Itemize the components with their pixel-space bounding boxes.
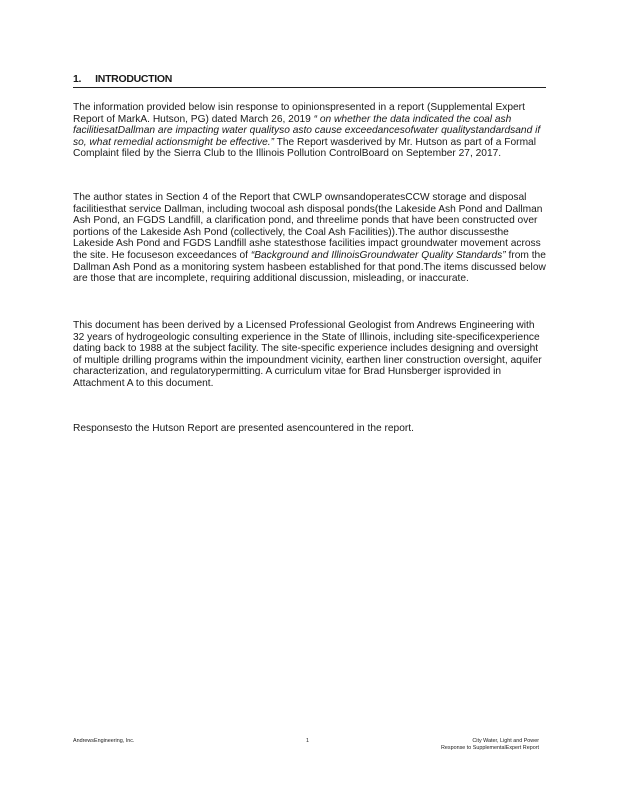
intro-paragraph-1 [73, 102, 547, 160]
p2-text-c: from the Dallman Ash Pond as a monitoring system hasbeen established for that pond.The items discussed below are those that are incomplete, requiring additional discussion, misleading, or inaccurate. [73, 249, 546, 285]
footer-report-title [441, 738, 539, 752]
intro-paragraph-4 [73, 423, 547, 435]
footer-page-number: 1 [306, 738, 309, 744]
p1-quote: “ on whether the data indicated the coal ash facilitiesatDallman are impacting water qualityso asto cause exceedancesofwater qualitystandardsand if so, what remedial actionsmight be effective.” [73, 113, 541, 148]
footer-right-line-1: City Water, Light and Power [472, 738, 539, 744]
p3-text: This document has been derived by a Licensed Professional Geologist from Andrews Engineering with 32 years of hydrogeologic consulting experience in the State of Illinois, including site-specificexperience dating back to 1988 at the subject facility. The site-specific experience includes designing and oversight of multiple drilling programs within the impoundment vicinity, earthen liner construction oversight, aquifer characterization, and regulatorypermitting. A curriculum vitae for Brad Hunsberger isprovided in Attachment A to this document. [73, 320, 542, 389]
p1-text-c: The Report wasderived by Mr. Hutson as part of a Formal Complaint filed by the Sierra Club to the Illinois Pollution ControlBoard on September 27, 2017. [73, 136, 536, 160]
intro-paragraph-2 [73, 192, 547, 285]
footer-right-line-2: Response to SupplementalExpert Report [441, 745, 539, 751]
p1-text-a: The information provided below isin response to opinionspresented in a report (Supplemental Expert Report of MarkA. Hutson, PG) dated March 26, 2019 [73, 102, 525, 125]
p4-text: Responsesto the Hutson Report are presented asencountered in the report. [73, 423, 414, 434]
intro-paragraph-3 [73, 320, 547, 390]
footer-company: AndrewsEngineering, Inc. [73, 738, 135, 744]
section-heading [73, 73, 546, 88]
p2-text-a: The author states in Section 4 of the Report that CWLP ownsandoperatesCCW storage and disposal facilitiesthat service Dallman, including twocoal ash disposal ponds(the Lakeside Ash Pond and Dallman Ash Pond, an FGDS Landfill, a clarification pond, and threelime ponds that have been constructed over portions of the Lakeside Ash Pond (collectively, the Coal Ash Facilities)).The author discussesthe Lakeside Ash Pond and FGDS Landfill ashe statesthose facilities impact groundwater movement across the site. He focuseson exceedances of [73, 192, 543, 261]
p2-quote: “Background and IllinoisGroundwater Quality Standards” [250, 249, 506, 261]
section-title: INTRODUCTION [95, 73, 173, 85]
section-number: 1. [73, 73, 82, 85]
